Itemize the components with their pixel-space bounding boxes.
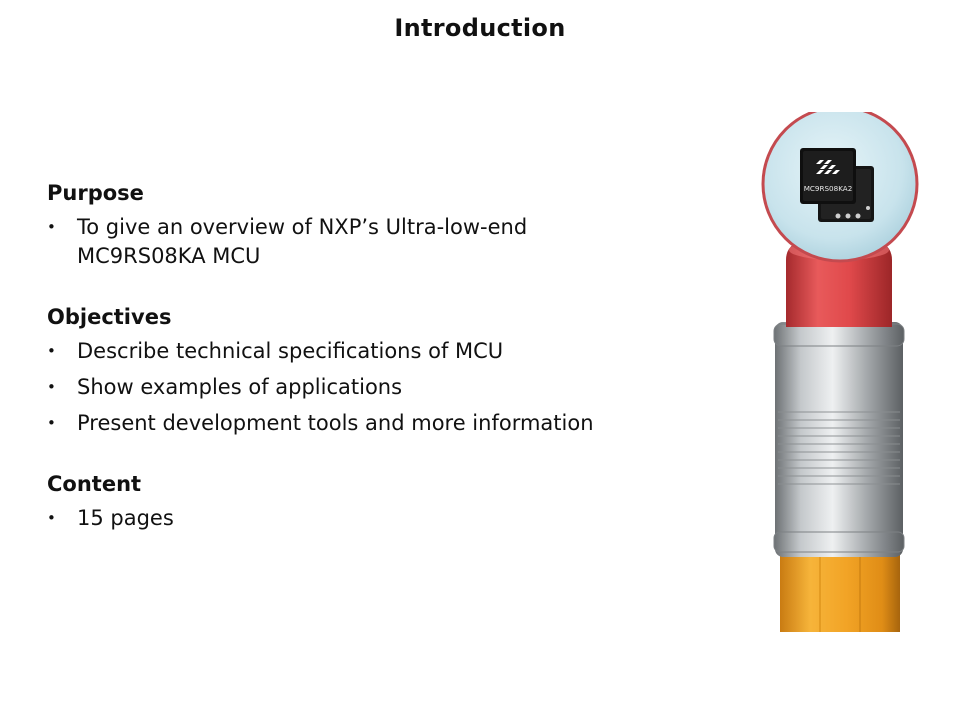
- pencil-illustration: [748, 112, 928, 632]
- pencil-ferrule: [774, 322, 904, 557]
- bullet-item: • Describe technical specifications of MCU: [47, 337, 707, 366]
- bullet-list-content: [47, 504, 707, 533]
- bullet-item: • Present development tools and more information: [47, 409, 707, 438]
- bullet-list-objectives: [47, 337, 707, 438]
- slide-title: Introduction: [394, 14, 566, 42]
- section-purpose: [47, 178, 707, 271]
- bullet-list-purpose: [47, 213, 707, 271]
- section-objectives: [47, 302, 707, 438]
- section-content: [47, 469, 707, 533]
- bullet-item: • To give an overview of NXP’s Ultra-low-end MC9RS08KA MCU: [47, 213, 637, 271]
- section-heading-content: Content: [47, 472, 142, 496]
- bullet-item: • Show examples of applications: [47, 373, 707, 402]
- bullet-item: • 15 pages: [47, 504, 707, 533]
- chip-marking: MC9RS08KA2: [803, 184, 853, 193]
- slide-content: [47, 178, 707, 564]
- section-heading-purpose: Purpose: [47, 181, 144, 205]
- section-heading-objectives: Objectives: [47, 305, 172, 329]
